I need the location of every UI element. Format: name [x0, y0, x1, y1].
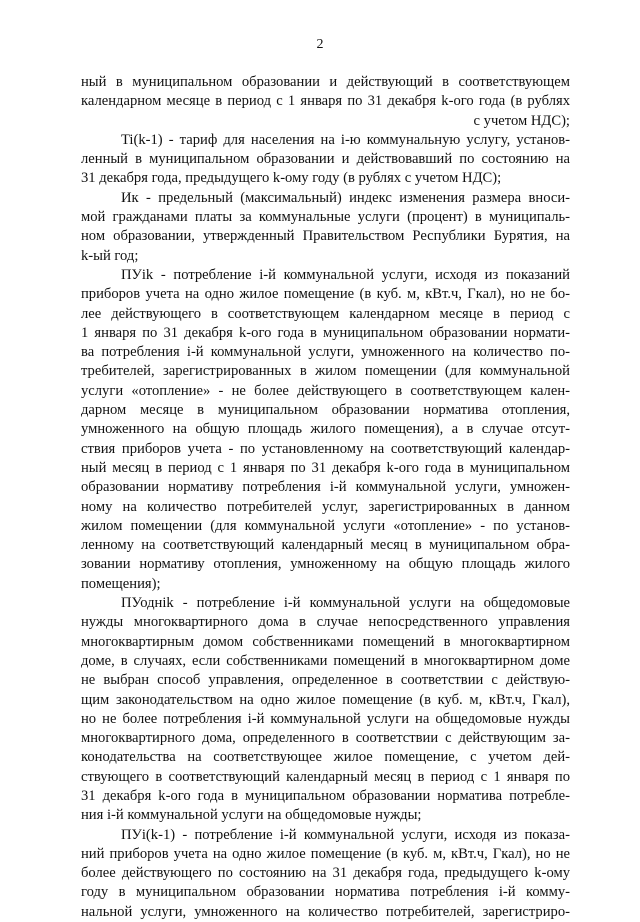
text-line: 1 января по 31 декабря k-ого года в муниципальном образовании нормати-	[81, 324, 570, 341]
text-line: нужды многоквартирного дома в случае непосредственного управления	[81, 614, 570, 631]
text-line: но не более потребления i-й коммунальной услуги на общедомовые нужды	[81, 710, 570, 727]
text-line: конодательства на соответствующее жилое помещение, с учетом дей-	[81, 749, 570, 766]
text-line: приборов учета на одно жилое помещение (в куб. м, кВт.ч, Гкал), но не бо-	[81, 286, 570, 303]
text-line: нальной услуги, умноженного на количество потребителей, зарегистриро-	[81, 903, 570, 920]
text-line: доме, в случаях, если собственниками помещений в многоквартирном доме	[81, 652, 570, 669]
text-line: ный в муниципальном образовании и действующий в соответствующем	[81, 74, 570, 90]
text-line: ному на количество потребителей услуг, зарегистрированных в данном	[81, 498, 570, 515]
text-line: ПУодніk - потребление i-й коммунальной услуги на общедомовые	[121, 595, 570, 612]
text-line: услуги «отопление» - не более действующего в соответствующем кален-	[81, 382, 570, 399]
text-line: году в муниципальном образовании норматива потребления i-й комму-	[81, 884, 570, 901]
text-line: требителей, зарегистрированных в жилом помещении (для коммунальной	[81, 363, 570, 380]
body-text	[81, 73, 570, 922]
text-line: ствия приборов учета - по установленному на соответствующий календар-	[81, 440, 570, 457]
text-line: ва потребления i-й коммунальной услуги, умноженного на количество по-	[81, 344, 570, 361]
text-line: с учетом НДС);	[473, 112, 570, 129]
text-line: ленному на соответствующий календарный месяц в муниципальном обра-	[81, 537, 570, 554]
text-line: Ti(k-1) - тариф для населения на i-ю коммунальную услугу, установ-	[121, 131, 570, 148]
text-line: ния i-й коммунальной услуги на общедомовые нужды;	[81, 807, 422, 824]
text-line: 31 декабря k-ого года в муниципальном образовании норматива потребле-	[81, 787, 570, 804]
text-line: 31 декабря года, предыдущего k-ому году (в рублях с учетом НДС);	[81, 170, 502, 187]
text-line: ПУi(k-1) - потребление i-й коммунальной услуги, исходя из показа-	[121, 826, 570, 843]
text-line: ном образовании, утвержденный Правительством Республики Бурятия, на	[81, 228, 570, 245]
text-line: помещения);	[81, 575, 161, 592]
text-line: умноженного на общую площадь жилого помещения), а в случае отсут-	[81, 421, 570, 438]
text-line: дарном месяце в муниципальном образовании норматива отопления,	[81, 402, 570, 419]
text-line: лее действующего в соответствующем календарном месяце в период с	[81, 305, 570, 322]
text-line: k-ый год;	[81, 247, 139, 264]
text-line: ленный в муниципальном образовании и действовавший по состоянию на	[81, 151, 570, 168]
text-line: Ик - предельный (максимальный) индекс изменения размера вноси-	[121, 189, 570, 206]
text-line: более действующего по состоянию на 31 декабря года, предыдущего k-ому	[81, 865, 570, 882]
text-line: жилом помещении (для коммунальной услуги «отопление» - по установ-	[81, 517, 570, 534]
text-line: календарном месяце в период с 1 января по 31 декабря k-ого года (в рублях	[81, 93, 570, 110]
text-line: ПУik - потребление i-й коммунальной услуги, исходя из показаний	[121, 266, 570, 283]
text-line: мой гражданами платы за коммунальные услуги (процент) в муниципаль-	[81, 209, 570, 226]
text-line: ствующего в соответствующий календарный месяц в период с 1 января по	[81, 768, 570, 785]
page-number: 2	[316, 37, 324, 52]
text-line: не выбран способ управления, определенное в соответствии с действую-	[81, 672, 570, 689]
text-line: ный месяц в период с 1 января по 31 декабря k-ого года в муниципальном	[81, 459, 570, 476]
text-line: щим законодательством на одно жилое помещение (в куб. м, кВт.ч, Гкал),	[81, 691, 570, 708]
text-line: многоквартирного дома, определенного в соответствии с действующим за-	[81, 730, 570, 747]
text-line: многоквартирным домом собственниками помещений в многоквартирном	[81, 633, 570, 650]
text-line: ний приборов учета на одно жилое помещение (в куб. м, кВт.ч, Гкал), но не	[81, 845, 570, 862]
text-line: образовании нормативу потребления i-й коммунальной услуги, умножен-	[81, 479, 570, 496]
text-line: зовании нормативу отопления, умноженному на общую площадь жилого	[81, 556, 570, 573]
